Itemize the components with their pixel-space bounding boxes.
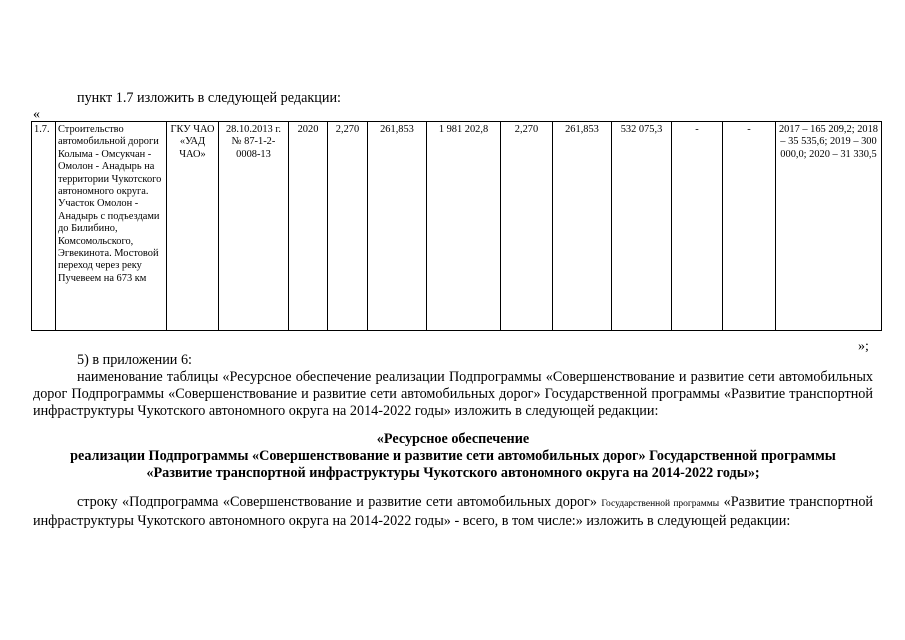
cell-object-name: Строительство автомобильной дороги Колыма - Омсукчан - Омолон - Анадырь на территории Чукотского автономного округа. Участок Омолон - Анадырь с подъездами до Билибино, Комсомольского, Эгвекинота. Мостовой переход через реку Пучевеем на 673 км <box>56 122 167 331</box>
register-table <box>31 121 882 331</box>
open-quote: « <box>33 107 40 122</box>
heading-line-1: «Ресурсное обеспечение <box>376 431 530 447</box>
cell-c10: 532 075,3 <box>612 122 672 331</box>
cell-c7: 1 981 202,8 <box>427 122 501 331</box>
item-5-line: 5) в приложении 6: <box>77 352 192 368</box>
cell-c13: 2017 – 165 209,2; 2018 – 35 535,6; 2019 – 300 000,0; 2020 – 31 330,5 <box>776 122 882 331</box>
paragraph-row-part-2: «Развитие транспортной инфраструктуры Чукотского автономного округа на 2014-2022 годы» - всего, в том числе:» изложить в следующей редакции: <box>33 494 874 529</box>
paragraph-row <box>33 494 873 530</box>
paragraph-table-name: наименование таблицы «Ресурсное обеспечение реализации Подпрограммы «Совершенствование и развитие сети автомобильных дорог Подпрограммы «Совершенствование и развитие сети автомобильных дорог» Государственной программы «Развитие транспортной инфраструктуры Чукотского автономного округа на 2014-2022 годы» изложить в следующей редакции: <box>33 369 873 419</box>
cell-c9: 261,853 <box>553 122 612 331</box>
cell-c8: 2,270 <box>501 122 553 331</box>
cell-c12: - <box>723 122 776 331</box>
cell-c5: 2,270 <box>328 122 368 331</box>
intro-line: пункт 1.7 изложить в следующей редакции: <box>77 90 341 106</box>
cell-executor: ГКУ ЧАО «УАД ЧАО» <box>167 122 219 331</box>
cell-expertise: 28.10.2013 г. № 87-1-2-0008-13 <box>219 122 289 331</box>
paragraph-row-small: Государственной программы <box>601 499 720 509</box>
close-quote: »; <box>858 339 869 354</box>
cell-c11: - <box>672 122 723 331</box>
heading-line-3: «Развитие транспортной инфраструктуры Чукотского автономного округа на 2014-2022 годы»; <box>146 465 760 481</box>
heading-line-2: реализации Подпрограммы «Совершенствование и развитие сети автомобильных дорог» Государственной программы <box>70 448 836 464</box>
cell-c6: 261,853 <box>368 122 427 331</box>
cell-num: 1.7. <box>32 122 56 331</box>
paragraph-row-part-1: строку «Подпрограмма «Совершенствование и развитие сети автомобильных дорог» <box>77 494 597 510</box>
cell-year: 2020 <box>289 122 328 331</box>
table-row <box>32 122 882 331</box>
